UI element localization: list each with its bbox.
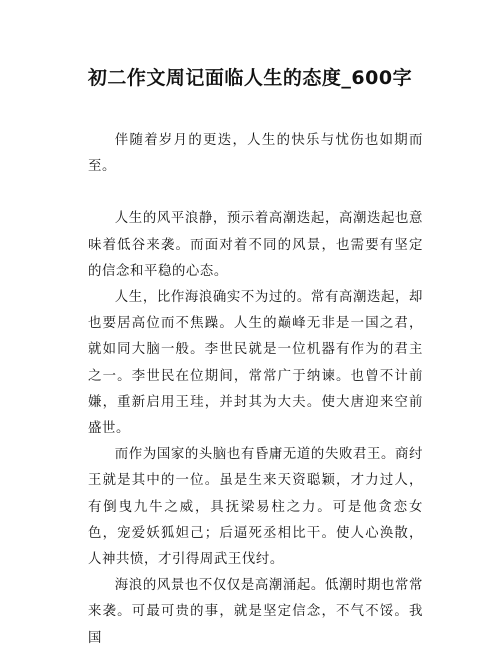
document-title: 初二作文周记面临人生的态度_600字 [87, 67, 413, 89]
paragraph-5: 海浪的风景也不仅仅是高潮涌起。低潮时期也常常来袭。可最可贵的事，就是坚定信念，不气不馁。我国 [88, 578, 423, 646]
document-body [88, 128, 423, 652]
paragraph-1: 伴随着岁月的更迭，人生的快乐与忧伤也如期而至。 [88, 133, 423, 175]
paragraph-4: 而作为国家的头脑也有昏庸无道的失败君王。商纣王就是其中的一位。虽是生来天资聪颖，才力过人，有倒曳九牛之威，具抚梁易柱之力。可是他贪恋女色，宠爱妖狐妲己；后逼死丞相比干。使人心涣散，人神共愤，才引得周武王伐纣。 [88, 447, 423, 568]
paragraph-3: 人生，比作海浪确实不为过的。常有高潮迭起，却也要居高位而不焦躁。人生的巅峰无非是一国之君，就如同大脑一般。李世民就是一位机器有作为的君主之一。李世民在位期间，常常广于纳谏。也曾不计前嫌，重新启用王珪，并封其为大夫。使大唐迎来空前盛世。 [88, 290, 423, 437]
paragraph-2: 人生的风平浪静，预示着高潮迭起，高潮迭起也意味着低谷来袭。而面对着不同的风景，也需要有坚定的信念和平稳的心态。 [88, 211, 423, 279]
